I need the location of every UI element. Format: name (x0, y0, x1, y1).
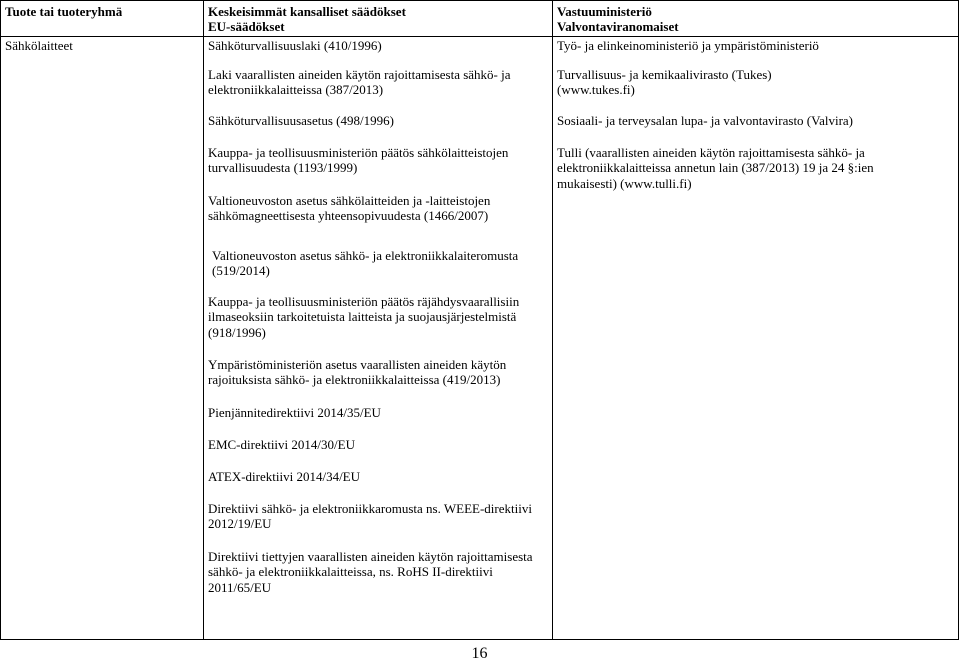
header-national-acts (208, 4, 548, 35)
supervisory-authority: Tulli (vaarallisten aineiden käytön rajoittamisesta sähkö- ja elektroniikkalaitteissa annetun lain (387/2013) 19 ja 24 §:ien mukaisesti) (www.tulli.fi) (557, 145, 874, 191)
header-national-acts-label: Keskeisimmät kansalliset säädökset (208, 4, 406, 19)
eu-act: ATEX-direktiivi 2014/34/EU (208, 469, 361, 484)
national-act: Valtioneuvoston asetus sähkö- ja elektroniikkalaiteromusta (519/2014) (212, 248, 519, 279)
eu-act: EMC-direktiivi 2014/30/EU (208, 437, 355, 452)
header-authorities (557, 4, 955, 35)
product-group: Sähkölaitteet (5, 38, 73, 53)
national-act: Kauppa- ja teollisuusministeriön päätös sähkölaitteistojen turvallisuudesta (1193/1999) (208, 145, 509, 176)
responsible-ministry: Työ- ja elinkeinoministeriö ja ympäristöministeriö (557, 38, 819, 53)
national-act: Valtioneuvoston asetus sähkölaitteiden ja -laitteistojen sähkömagneettisesta yhteensopivuudesta (1466/2007) (208, 193, 491, 224)
eu-act: Pienjännitedirektiivi 2014/35/EU (208, 405, 381, 420)
header-eu-acts-label: EU-säädökset (208, 19, 285, 35)
column-divider (203, 1, 204, 639)
national-act: Kauppa- ja teollisuusministeriön päätös räjähdysvaarallisiin ilmaseoksiin tarkoitetuista laitteista ja suojausjärjestelmistä (918/1996) (208, 294, 520, 340)
national-act: Ympäristöministeriön asetus vaarallisten aineiden käytön rajoituksista sähkö- ja elektroniikkalaitteissa (419/2013) (208, 357, 507, 388)
national-act: Sähköturvallisuusasetus (498/1996) (208, 113, 394, 128)
column-divider (552, 1, 553, 639)
header-supervisor-label: Valvontaviranomaiset (557, 19, 679, 35)
header-product-group: Tuote tai tuoteryhmä (5, 4, 123, 19)
supervisory-authority: Sosiaali- ja terveysalan lupa- ja valvontavirasto (Valvira) (557, 113, 854, 128)
national-act: Sähköturvallisuuslaki (410/1996) (208, 38, 382, 53)
eu-act: Direktiivi sähkö- ja elektroniikkaromusta ns. WEEE-direktiivi 2012/19/EU (208, 501, 532, 532)
page-number: 16 (471, 645, 488, 662)
header-divider (1, 36, 958, 37)
eu-act: Direktiivi tiettyjen vaarallisten aineiden käytön rajoittamisesta sähkö- ja elektroniikkalaitteissa, ns. RoHS II-direktiivi 2011/65/EU (208, 549, 533, 595)
national-act: Laki vaarallisten aineiden käytön rajoittamisesta sähkö- ja elektroniikkalaitteissa (387/2013) (208, 67, 511, 98)
header-ministry-label: Vastuuministeriö (557, 4, 652, 19)
supervisory-authority: Turvallisuus- ja kemikaalivirasto (Tukes) (www.tukes.fi) (557, 67, 772, 98)
